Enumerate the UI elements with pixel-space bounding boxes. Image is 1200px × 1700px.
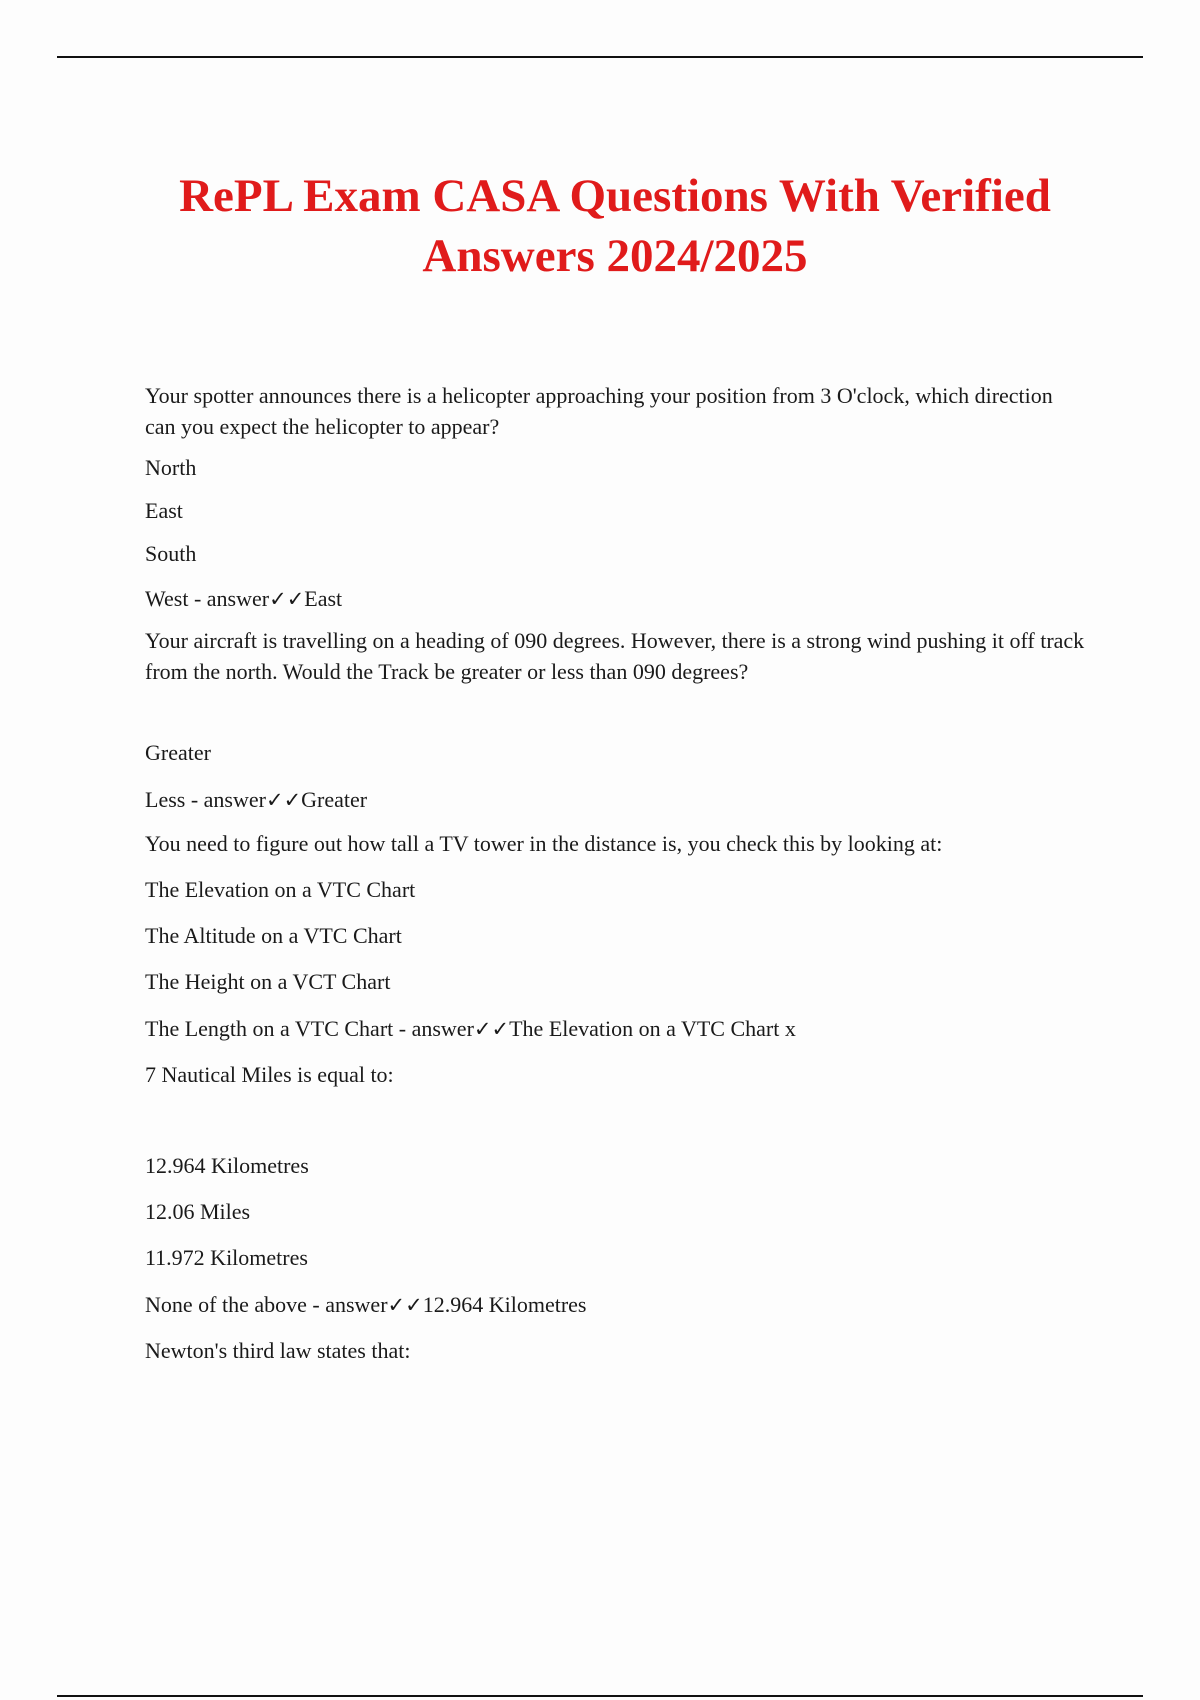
question-text: Your aircraft is travelling on a heading of 090 degrees. However, there is a strong wind pushing it off track from the north. Would the Track be greater or less than 090 degrees? <box>145 628 1090 684</box>
answer-option: 12.06 Miles <box>145 1199 251 1224</box>
answer-option: The Length on a VTC Chart <box>145 1016 394 1041</box>
question-text: 7 Nautical Miles is equal to: <box>145 1062 394 1087</box>
answer-option: The Elevation on a VTC Chart <box>145 877 416 902</box>
check-mark-icon: ✓✓ <box>387 1293 423 1317</box>
answer-option: Greater <box>145 740 211 765</box>
question-text: You need to figure out how tall a TV tower in the distance is, you check this by looking at: <box>145 831 943 856</box>
correct-answer: Greater <box>301 787 368 812</box>
answer-option: The Altitude on a VTC Chart <box>145 923 402 948</box>
document-title: RePL Exam CASA Questions With Verified Answers 2024/2025 <box>179 170 1051 282</box>
answer-line <box>145 784 1085 816</box>
answer-prefix: - answer <box>188 586 270 611</box>
check-mark-icon: ✓✓ <box>473 1017 510 1041</box>
answer-prefix: - answer <box>306 1292 388 1317</box>
correct-answer: 12.964 Kilometres <box>422 1292 587 1317</box>
answer-option: Less <box>145 787 186 812</box>
check-mark-icon: ✓✓ <box>269 587 305 611</box>
footer-rule <box>57 1695 1143 1697</box>
answer-option: 11.972 Kilometres <box>145 1245 308 1270</box>
document-body <box>145 380 1090 1366</box>
answer-line <box>145 1013 1085 1045</box>
answer-line <box>145 583 1085 615</box>
header-rule <box>57 56 1143 58</box>
question-text: Newton's third law states that: <box>145 1338 411 1363</box>
answer-option: North <box>145 455 197 480</box>
answer-prefix: - answer <box>393 1016 474 1041</box>
answer-option: East <box>145 498 183 523</box>
correct-answer: East <box>304 586 343 611</box>
answer-option: None of the above <box>145 1292 307 1317</box>
answer-option: The Height on a VCT Chart <box>145 969 391 994</box>
question-text: Your spotter announces there is a helicopter approaching your position from 3 O'clock, which direction can you expect the helicopter to appear? <box>145 383 1059 439</box>
check-mark-icon: ✓✓ <box>265 788 302 812</box>
correct-answer: The Elevation on a VTC Chart x <box>509 1016 796 1041</box>
answer-option: 12.964 Kilometres <box>145 1153 309 1178</box>
answer-prefix: - answer <box>185 787 266 812</box>
answer-option: South <box>145 541 197 566</box>
answer-line <box>145 1289 1085 1321</box>
answer-option: West <box>145 586 189 611</box>
